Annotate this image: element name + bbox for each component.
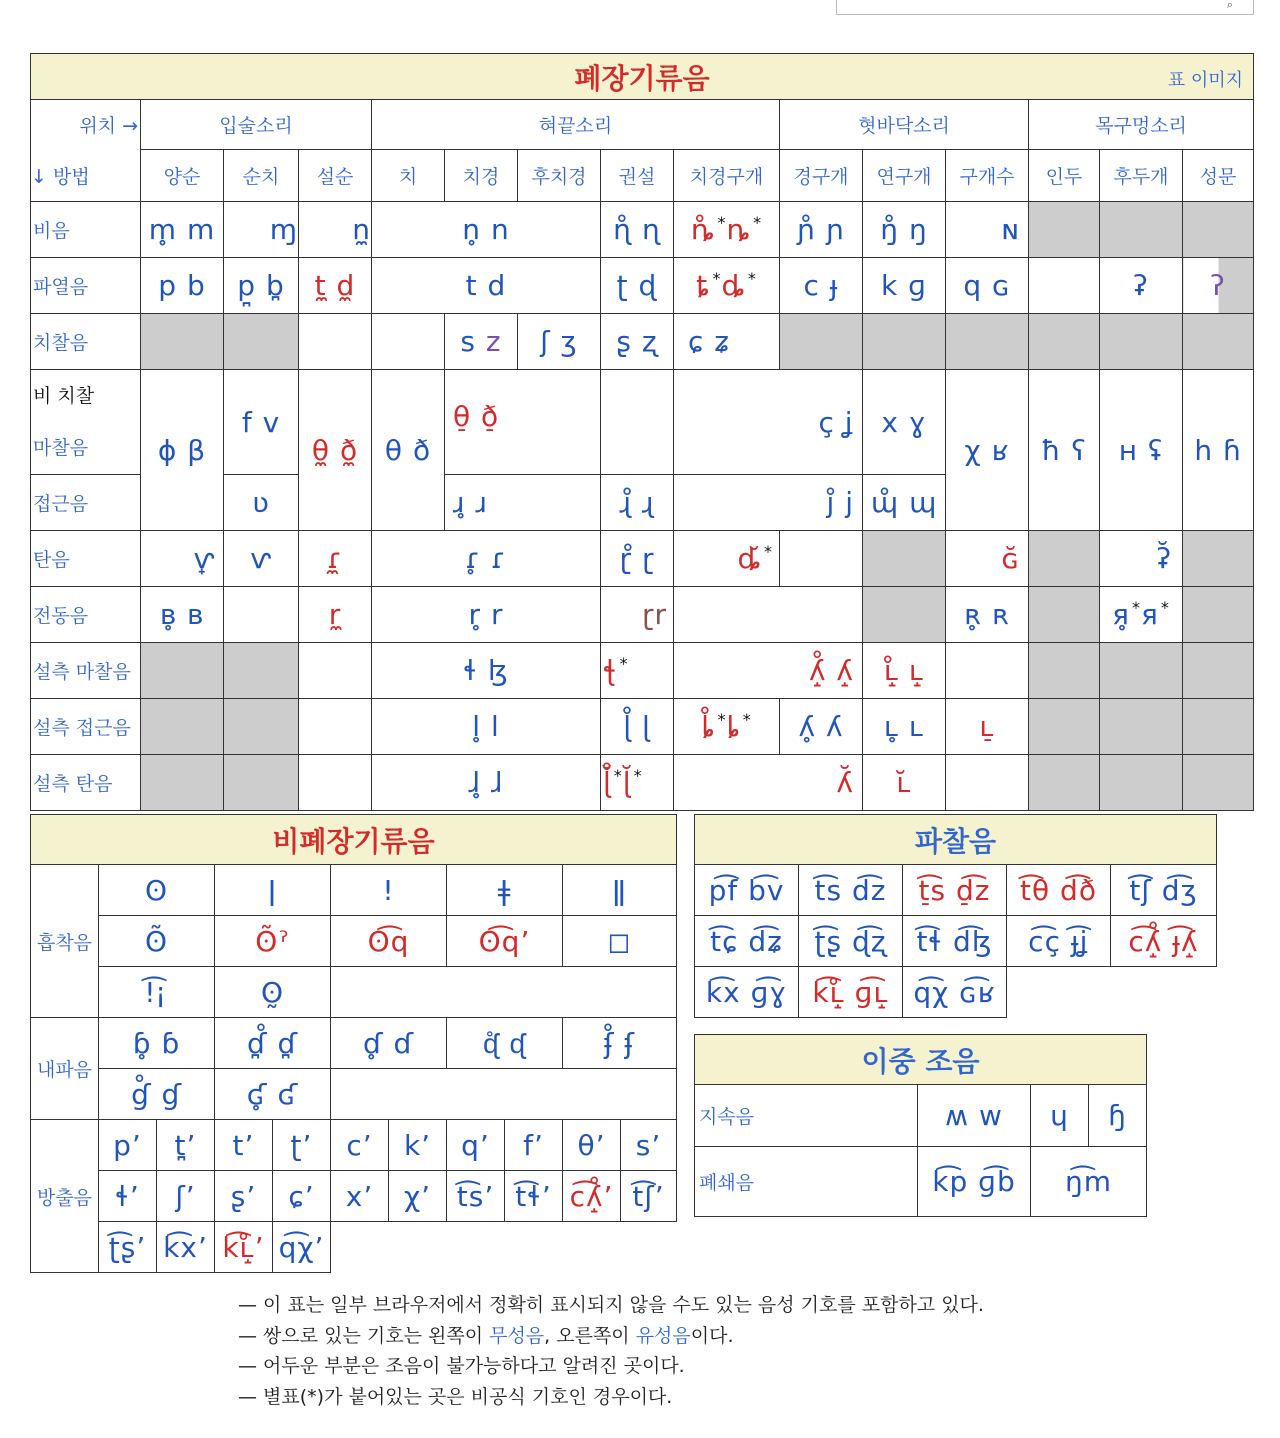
ipa-cell[interactable]: ʈ ɖ <box>601 258 674 314</box>
impossible-cell <box>141 314 224 370</box>
impossible-cell <box>1183 643 1254 699</box>
ipa-symbol[interactable]: ɭ̆̊ <box>603 766 612 799</box>
row-lateral-fricative[interactable]: 설측 마찰음 <box>31 643 141 699</box>
ipa-cell[interactable]: ɬ’ <box>99 1171 157 1222</box>
impossible-cell <box>1029 643 1100 699</box>
ipa-cell[interactable]: ǁ <box>563 865 677 916</box>
ipa-cell[interactable]: ʍ w <box>918 1085 1031 1147</box>
ipa-symbol[interactable]: ȶ <box>696 269 711 302</box>
ipa-cell[interactable]: ʎ̥ ʎ <box>780 699 863 755</box>
ipa-cell[interactable]: f v <box>224 370 299 475</box>
ipa-cell[interactable]: ɥ <box>1031 1085 1089 1147</box>
corner-place-label: 위치 → <box>79 115 138 138</box>
empty-cell <box>946 643 1029 699</box>
ipa-cell[interactable]: t̼ d̼ <box>299 258 372 314</box>
sub-uvular[interactable]: 구개수 <box>946 150 1029 202</box>
ipa-cell[interactable]: ʘ͡q <box>331 916 447 967</box>
ipa-cell[interactable]: ɺ̥ ɺ <box>372 755 601 811</box>
place-laryngeal[interactable]: 목구멍소리 <box>1029 100 1254 150</box>
ipa-symbol[interactable]: я <box>1141 598 1159 631</box>
ipa-symbol[interactable]: ȴ̊ <box>701 710 716 743</box>
ipa-cell[interactable]: x ɣ <box>863 370 946 475</box>
ipa-cell[interactable]: ç ʝ <box>674 370 863 475</box>
ipa-symbol[interactable]: ɭ̆ <box>622 766 632 799</box>
place-labial[interactable]: 입술소리 <box>141 100 372 150</box>
empty-space <box>1007 967 1217 1018</box>
ipa-cell[interactable]: k͡ʟ̝̊’ <box>215 1222 273 1273</box>
note-4: — 별표(*)가 붙어있는 곳은 비공식 기호인 경우이다. <box>238 1385 673 1408</box>
impossible-cell <box>1100 755 1183 811</box>
ipa-cell[interactable]: ɸ β <box>141 370 224 531</box>
ipa-cell[interactable]: ɰ̊ ɰ <box>863 475 946 531</box>
pulmonic-title-cell <box>31 54 1254 100</box>
impossible-cell <box>1029 531 1100 587</box>
pulmonic-title: 폐장기류음 <box>574 61 710 95</box>
ipa-cell[interactable]: k͡ʟ̝̊ ɡ͡ʟ̝ <box>799 967 903 1018</box>
ipa-cell[interactable]: ʎ̆ <box>674 755 863 811</box>
ipa-symbol[interactable]: s <box>460 325 476 358</box>
ipa-cell[interactable]: ʈ’ <box>273 1120 331 1171</box>
nonpulmonic-title: 비폐장기류음 <box>31 815 677 865</box>
star-mark: * <box>613 766 623 785</box>
impossible-cell <box>1183 314 1254 370</box>
ipa-cell[interactable]: ɲ̊ ɲ <box>780 202 863 258</box>
ipa-cell[interactable]: ⱱ̟ <box>141 531 224 587</box>
ipa-cell[interactable]: ʎ̝̊ ʎ̝ <box>674 643 863 699</box>
corner-manner-label: ↓ 방법 <box>31 165 90 188</box>
ipa-cell[interactable]: ʙ̥ ʙ <box>141 587 224 643</box>
ipa-symbol[interactable]: z <box>485 325 502 358</box>
voiceless-link[interactable]: 무성음 <box>489 1324 545 1347</box>
sub-alveolar[interactable]: 치경 <box>445 150 518 202</box>
ipa-cell[interactable]: q͡χ ɢ͡ʁ <box>903 967 1007 1018</box>
ipa-cell[interactable]: f’ <box>505 1120 563 1171</box>
place-dorsal[interactable]: 혓바닥소리 <box>780 100 1029 150</box>
ipa-cell[interactable]: r̥ r <box>372 587 601 643</box>
ipa-symbol[interactable]: ȡ̆ <box>737 542 762 575</box>
ipa-cell[interactable]: ɳ̊ ɳ <box>601 202 674 258</box>
row-tap[interactable]: 탄음 <box>31 531 141 587</box>
ejective-label[interactable]: 방출음 <box>31 1120 99 1273</box>
empty-cell <box>674 587 863 643</box>
impossible-cell <box>1100 699 1183 755</box>
ipa-symbol[interactable]: ȵ <box>726 213 752 246</box>
impossible-cell <box>1183 202 1254 258</box>
ipa-cell[interactable]: ɻ̊ ɻ <box>601 475 674 531</box>
note-3: — 어두운 부분은 조음이 불가능하다고 알려진 곳이다. <box>238 1355 685 1377</box>
ipa-cell[interactable]: q͡χ’ <box>273 1222 331 1273</box>
ipa-cell[interactable]: c’ <box>331 1120 389 1171</box>
impossible-cell <box>1183 699 1254 755</box>
search-box-edge[interactable] <box>836 0 1254 15</box>
ipa-cell[interactable]: t d <box>372 258 601 314</box>
sub-dental[interactable]: 치 <box>372 150 445 202</box>
ipa-cell[interactable]: t͡ʃ d͡ʒ <box>1111 865 1217 916</box>
row-trill[interactable]: 전동음 <box>31 587 141 643</box>
note-2 <box>238 1321 984 1352</box>
ipa-cell[interactable]: ħ ʕ <box>1029 370 1100 531</box>
ipa-cell[interactable]: k͡x’ <box>157 1222 215 1273</box>
sub-velar[interactable]: 연구개 <box>863 150 946 202</box>
ipa-cell[interactable]: ǃ͡¡ <box>99 967 215 1018</box>
ipa-cell[interactable]: ʈ͡ʂ ɖ͡ʐ <box>799 916 903 967</box>
ipa-cell[interactable]: ʃ’ <box>157 1171 215 1222</box>
impossible-cell <box>1183 755 1254 811</box>
empty-cell <box>1029 258 1100 314</box>
ipa-cell[interactable]: s’ <box>621 1120 677 1171</box>
image-link[interactable]: 표 이미지 <box>1167 70 1244 91</box>
pulmonic-table <box>30 53 1254 811</box>
impossible-cell <box>224 314 299 370</box>
ipa-cell[interactable]: χ’ <box>389 1171 447 1222</box>
ipa-cell[interactable]: k͡p ɡ͡b <box>918 1147 1031 1217</box>
ipa-cell[interactable]: j̊ j <box>674 475 863 531</box>
row-sibilant[interactable]: 치찰음 <box>31 314 141 370</box>
ipa-symbol[interactable]: ȡ <box>721 269 746 302</box>
note-text: 이다. <box>690 1324 734 1347</box>
ipa-cell[interactable]: k’ <box>389 1120 447 1171</box>
ipa-cell[interactable]: q’ <box>447 1120 505 1171</box>
ipa-cell[interactable]: ʟ̥ ʟ <box>863 699 946 755</box>
ipa-cell[interactable]: p͡f b͡v <box>695 865 799 916</box>
ipa-cell[interactable]: θ’ <box>563 1120 621 1171</box>
sub-epiglottal[interactable]: 후두개 <box>1100 150 1183 202</box>
ipa-cell[interactable]: ʘ̰ <box>215 967 331 1018</box>
search-icon[interactable]: ⌕ <box>1226 0 1233 11</box>
ipa-cell[interactable]: θ ð <box>372 370 445 531</box>
ipa-cell[interactable]: p̪ b̪ <box>224 258 299 314</box>
note-text: — 쌍으로 있는 기호는 왼쪽이 <box>238 1324 490 1347</box>
ipa-cell[interactable]: ʈ͡ʂ’ <box>99 1222 157 1273</box>
ipa-cell[interactable]: ʔ <box>1183 258 1254 314</box>
ipa-cell[interactable]: h ɦ <box>1183 370 1254 531</box>
ipa-cell[interactable]: t͡s d͡z <box>799 865 903 916</box>
ipa-cell[interactable]: ʂ’ <box>215 1171 273 1222</box>
star-mark: * <box>1160 598 1170 617</box>
ipa-cell[interactable]: ʟ̆ <box>863 755 946 811</box>
ipa-cell[interactable]: ɢ̆ <box>946 531 1029 587</box>
ipa-cell[interactable]: ɽr <box>601 587 674 643</box>
impossible-cell <box>1100 314 1183 370</box>
row-plosive[interactable]: 파열음 <box>31 258 141 314</box>
impossible-cell <box>1029 314 1100 370</box>
impossible-cell <box>1029 202 1100 258</box>
ipa-cell[interactable]: ɽ̊ ɽ <box>601 531 674 587</box>
ipa-cell[interactable]: t’ <box>215 1120 273 1171</box>
empty-space <box>331 1222 677 1273</box>
star-mark: * <box>712 269 722 288</box>
ipa-cell[interactable]: t͡ʃ’ <box>621 1171 677 1222</box>
ipa-cell[interactable]: ᶑ̊ ᶑ <box>447 1018 563 1069</box>
ipa-cell[interactable]: ◻ <box>563 916 677 967</box>
ipa-cell[interactable]: ʘ͡q’ <box>447 916 563 967</box>
ipa-cell[interactable]: ɕ ʑ <box>674 314 780 370</box>
ipa-cell[interactable] <box>674 258 780 314</box>
impossible-cell <box>1029 699 1100 755</box>
ipa-symbol[interactable]: ꞎ <box>603 654 618 687</box>
sub-pharyngeal[interactable]: 인두 <box>1029 150 1100 202</box>
sub-glottal[interactable]: 성문 <box>1183 150 1254 202</box>
ipa-cell[interactable]: t͡ɕ d͡ʑ <box>695 916 799 967</box>
continuant-label[interactable]: 지속음 <box>695 1085 918 1147</box>
empty-cell <box>224 587 299 643</box>
ipa-cell[interactable]: ʡ <box>1100 258 1183 314</box>
ipa-cell[interactable]: ɹ̥ ɹ <box>445 475 601 531</box>
ipa-cell[interactable]: p b <box>141 258 224 314</box>
star-mark: * <box>764 542 773 561</box>
ipa-cell[interactable]: r̼ <box>299 587 372 643</box>
ipa-cell[interactable]: ŋ͡m <box>1031 1147 1147 1217</box>
ipa-cell[interactable]: θ̼ ð̼ <box>299 370 372 531</box>
impossible-cell <box>1183 531 1254 587</box>
note-text: , 오른쪽이 <box>544 1324 636 1347</box>
row-nasal[interactable]: 비음 <box>31 202 141 258</box>
empty-cell <box>331 1069 677 1120</box>
empty-cell <box>299 699 372 755</box>
ipa-cell[interactable]: c ɟ <box>780 258 863 314</box>
ipa-cell[interactable]: ɭ̊ ɭ <box>601 699 674 755</box>
impossible-cell <box>224 755 299 811</box>
ipa-cell[interactable]: ǀ <box>215 865 331 916</box>
empty-cell <box>946 755 1029 811</box>
corner-manner <box>31 150 141 202</box>
corner-place <box>31 100 141 150</box>
ipa-cell[interactable]: t͡ɬ d͡ɮ <box>903 916 1007 967</box>
sub-bilabial[interactable]: 양순 <box>141 150 224 202</box>
impossible-cell <box>1100 643 1183 699</box>
sub-alveolopalatal[interactable]: 치경구개 <box>674 150 780 202</box>
star-mark: * <box>633 766 643 785</box>
ipa-cell[interactable]: θ̠ ð̠ <box>445 370 601 475</box>
ipa-cell[interactable]: n̼ <box>299 202 372 258</box>
ipa-cell[interactable]: ʀ̥ ʀ <box>946 587 1029 643</box>
row-fricative[interactable] <box>31 370 141 475</box>
impossible-cell <box>141 755 224 811</box>
place-coronal[interactable]: 혀끝소리 <box>372 100 780 150</box>
sub-labiodental[interactable]: 순치 <box>224 150 299 202</box>
ipa-cell[interactable]: ɬ ɮ <box>372 643 601 699</box>
ipa-cell[interactable]: ʡ̆ <box>1100 531 1183 587</box>
row-label: 마찰음 <box>33 437 89 459</box>
ipa-cell[interactable] <box>372 202 601 258</box>
ipa-cell[interactable] <box>445 314 518 370</box>
impossible-cell <box>1100 202 1183 258</box>
ipa-symbol[interactable]: ȴ <box>726 710 741 743</box>
impossible-cell <box>863 531 946 587</box>
ipa-cell[interactable]: t̪’ <box>157 1120 215 1171</box>
ipa-cell[interactable]: ɱ <box>224 202 299 258</box>
ipa-symbol[interactable]: ȵ̊ <box>690 213 716 246</box>
sub-linguolabial[interactable]: 설순 <box>299 150 372 202</box>
sub-palatal[interactable]: 경구개 <box>780 150 863 202</box>
ipa-cell[interactable]: ǂ <box>447 865 563 916</box>
ipa-cell[interactable]: t͡θ d͡ð <box>1007 865 1111 916</box>
impossible-cell <box>224 699 299 755</box>
impossible-cell <box>946 314 1029 370</box>
ipa-cell[interactable]: ʘ̃ <box>99 916 215 967</box>
star-mark: * <box>619 654 629 673</box>
ipa-cell[interactable]: t͡ɬ’ <box>505 1171 563 1222</box>
ipa-cell[interactable]: ʛ̥ ʛ <box>215 1069 331 1120</box>
sub-postalveolar[interactable]: 후치경 <box>518 150 601 202</box>
ipa-cell[interactable] <box>674 699 780 755</box>
ipa-cell[interactable]: ɓ̥ ɓ <box>99 1018 215 1069</box>
ipa-cell[interactable]: ⱱ <box>224 531 299 587</box>
impossible-cell <box>780 314 863 370</box>
ipa-symbol[interactable]: n̥ n <box>462 213 510 246</box>
impossible-cell <box>141 699 224 755</box>
ipa-cell[interactable]: t͡s’ <box>447 1171 505 1222</box>
impossible-cell <box>1029 755 1100 811</box>
star-mark: * <box>717 710 727 729</box>
ipa-cell[interactable] <box>674 202 780 258</box>
ipa-cell[interactable] <box>674 531 780 587</box>
ipa-cell[interactable]: ɗ̥ ɗ <box>331 1018 447 1069</box>
ipa-cell[interactable]: ʃ ʒ <box>518 314 601 370</box>
star-mark: * <box>1132 598 1141 617</box>
ipa-cell[interactable]: k͡x ɡ͡ɣ <box>695 967 799 1018</box>
empty-cell <box>299 643 372 699</box>
ipa-cell[interactable]: ʟ̝̊ ʟ̝ <box>863 643 946 699</box>
star-mark: * <box>747 269 757 288</box>
ipa-cell[interactable]: ɾ̼ <box>299 531 372 587</box>
ipa-cell[interactable]: q ɢ <box>946 258 1029 314</box>
ipa-cell[interactable]: l̥ l <box>372 699 601 755</box>
ipa-cell[interactable]: ŋ̊ ŋ <box>863 202 946 258</box>
ipa-cell[interactable]: ɧ <box>1089 1085 1147 1147</box>
row-label: 비 치찰 <box>33 385 95 407</box>
ipa-cell[interactable]: c͡ʎ̝̊ ɟ͡ʎ̝ <box>1111 916 1217 967</box>
ipa-cell[interactable]: ʂ ʐ <box>601 314 674 370</box>
ipa-cell[interactable]: ʘ̃ˀ <box>215 916 331 967</box>
impossible-cell <box>863 587 946 643</box>
empty-cell <box>601 370 674 475</box>
impossible-cell <box>1183 587 1254 643</box>
empty-cell <box>331 967 677 1018</box>
note-1: — 이 표는 일부 브라우저에서 정확히 표시되지 않을 수도 있는 음성 기호를 포함하고 있다. <box>238 1294 984 1316</box>
empty-cell <box>299 314 372 370</box>
row-lateral-flap[interactable]: 설측 탄음 <box>31 755 141 811</box>
impossible-cell <box>863 314 946 370</box>
empty-cell <box>780 531 863 587</box>
ipa-cell[interactable]: ɴ <box>946 202 1029 258</box>
impossible-cell <box>141 643 224 699</box>
ipa-cell[interactable]: χ ʁ <box>946 370 1029 531</box>
affricate-title: 파찰음 <box>695 815 1217 865</box>
coarticulated-title: 이중 조음 <box>695 1035 1147 1085</box>
impossible-cell <box>1029 587 1100 643</box>
nonpulmonic-table <box>30 814 677 1273</box>
ipa-cell[interactable] <box>601 755 674 811</box>
ipa-cell[interactable]: ʟ̠ <box>946 699 1029 755</box>
ipa-cell[interactable]: c͡ʎ̝̊’ <box>563 1171 621 1222</box>
ipa-cell[interactable]: t̠͡s d̠͡z <box>903 865 1007 916</box>
empty-cell <box>372 314 445 370</box>
star-mark: * <box>742 710 752 729</box>
row-approximant[interactable]: 접근음 <box>31 475 141 531</box>
click-label[interactable]: 흡착음 <box>31 865 99 1018</box>
ipa-cell[interactable]: p’ <box>99 1120 157 1171</box>
impossible-cell <box>224 643 299 699</box>
ipa-cell[interactable]: ɗ̪̊ ɗ̪ <box>215 1018 331 1069</box>
affricate-table <box>694 814 1217 1018</box>
ipa-cell[interactable] <box>601 643 674 699</box>
coarticulated-table <box>694 1034 1147 1217</box>
ipa-cell[interactable]: ǃ <box>331 865 447 916</box>
ipa-cell[interactable]: x’ <box>331 1171 389 1222</box>
star-mark: * <box>717 213 727 232</box>
ipa-cell[interactable]: ʘ <box>99 865 215 916</box>
ipa-symbol[interactable]: я̥ <box>1112 598 1130 631</box>
ipa-cell[interactable]: k ɡ <box>863 258 946 314</box>
ipa-cell[interactable]: ʋ <box>224 475 299 531</box>
ipa-cell[interactable]: ʄ̊ ʄ <box>563 1018 677 1069</box>
ipa-cell[interactable]: ɠ̊ ɠ <box>99 1069 215 1120</box>
star-mark: * <box>753 213 763 232</box>
ipa-cell[interactable] <box>1100 587 1183 643</box>
ipa-cell[interactable]: ʜ ʢ <box>1100 370 1183 531</box>
ipa-cell[interactable]: c͡ç ɟ͡ʝ <box>1007 916 1111 967</box>
implosive-label[interactable]: 내파음 <box>31 1018 99 1120</box>
empty-cell <box>299 755 372 811</box>
occlusive-label[interactable]: 폐쇄음 <box>695 1147 918 1217</box>
notes <box>238 1290 984 1412</box>
ipa-cell[interactable]: m̥ m <box>141 202 224 258</box>
voiced-link[interactable]: 유성음 <box>635 1324 691 1347</box>
row-lateral-approximant[interactable]: 설측 접근음 <box>31 699 141 755</box>
ipa-cell[interactable]: ɾ̥ ɾ <box>372 531 601 587</box>
sub-retroflex[interactable]: 권설 <box>601 150 674 202</box>
ipa-cell[interactable]: ɕ’ <box>273 1171 331 1222</box>
